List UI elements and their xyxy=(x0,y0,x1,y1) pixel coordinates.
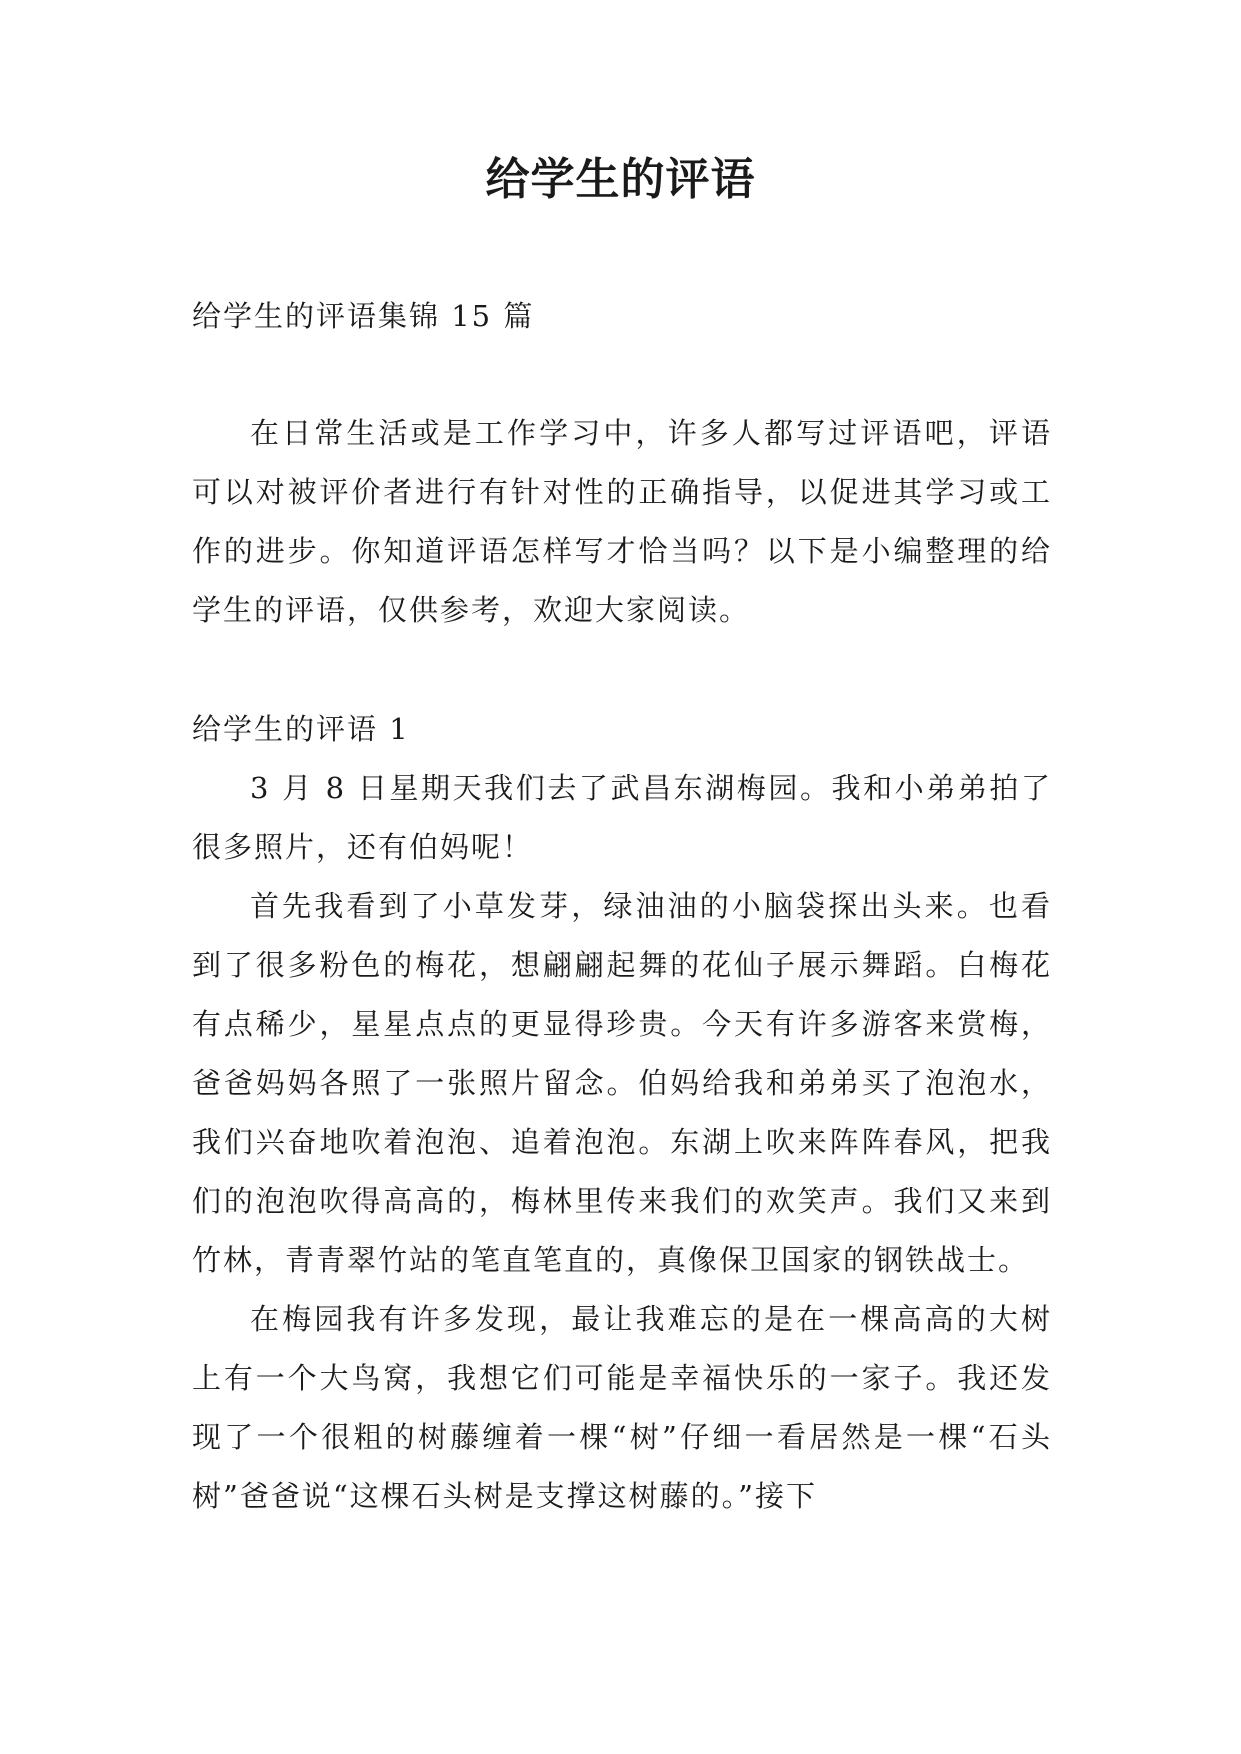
body-paragraph: 3 月 8 日星期天我们去了武昌东湖梅园。我和小弟弟拍了很多照片，还有伯妈呢！ xyxy=(192,771,1052,864)
section-1 xyxy=(192,700,1052,1526)
body-paragraph: 首先我看到了小草发芽，绿油油的小脑袋探出头来。也看到了很多粉色的梅花，想翩翩起舞的花仙子展示舞蹈。白梅花有点稀少，星星点点的更显得珍贵。今天有许多游客来赏梅，爸爸妈妈各照了一张照片留念。伯妈给我和弟弟买了泡泡水，我们兴奋地吹着泡泡、追着泡泡。东湖上吹来阵阵春风，把我们的泡泡吹得高高的，梅林里传来我们的欢笑声。我们又来到竹林，青青翠竹站的笔直笔直的，真像保卫国家的钢铁战士。 xyxy=(192,889,1052,1277)
section-heading: 给学生的评语 1 xyxy=(192,712,410,746)
subtitle-text: 给学生的评语集锦 15 篇 xyxy=(192,299,535,333)
body-paragraph: 在梅园我有许多发现，最让我难忘的是在一棵高高的大树上有一个大鸟窝，我想它们可能是幸福快乐的一家子。我还发现了一个很粗的树藤缠着一棵“树”仔细一看居然是一棵“石头树”爸爸说“这棵石头树是支撑这树藤的。”接下 xyxy=(192,1302,1052,1513)
page-title: 给学生的评语 xyxy=(485,154,756,205)
document-subtitle xyxy=(192,287,1052,346)
intro-text: 在日常生活或是工作学习中，许多人都写过评语吧，评语可以对被评价者进行有针对性的正确指导，以促进其学习或工作的进步。你知道评语怎样写才恰当吗？以下是小编整理的给学生的评语，仅供参考，欢迎大家阅读。 xyxy=(192,416,1052,627)
intro-paragraph xyxy=(192,404,1052,640)
